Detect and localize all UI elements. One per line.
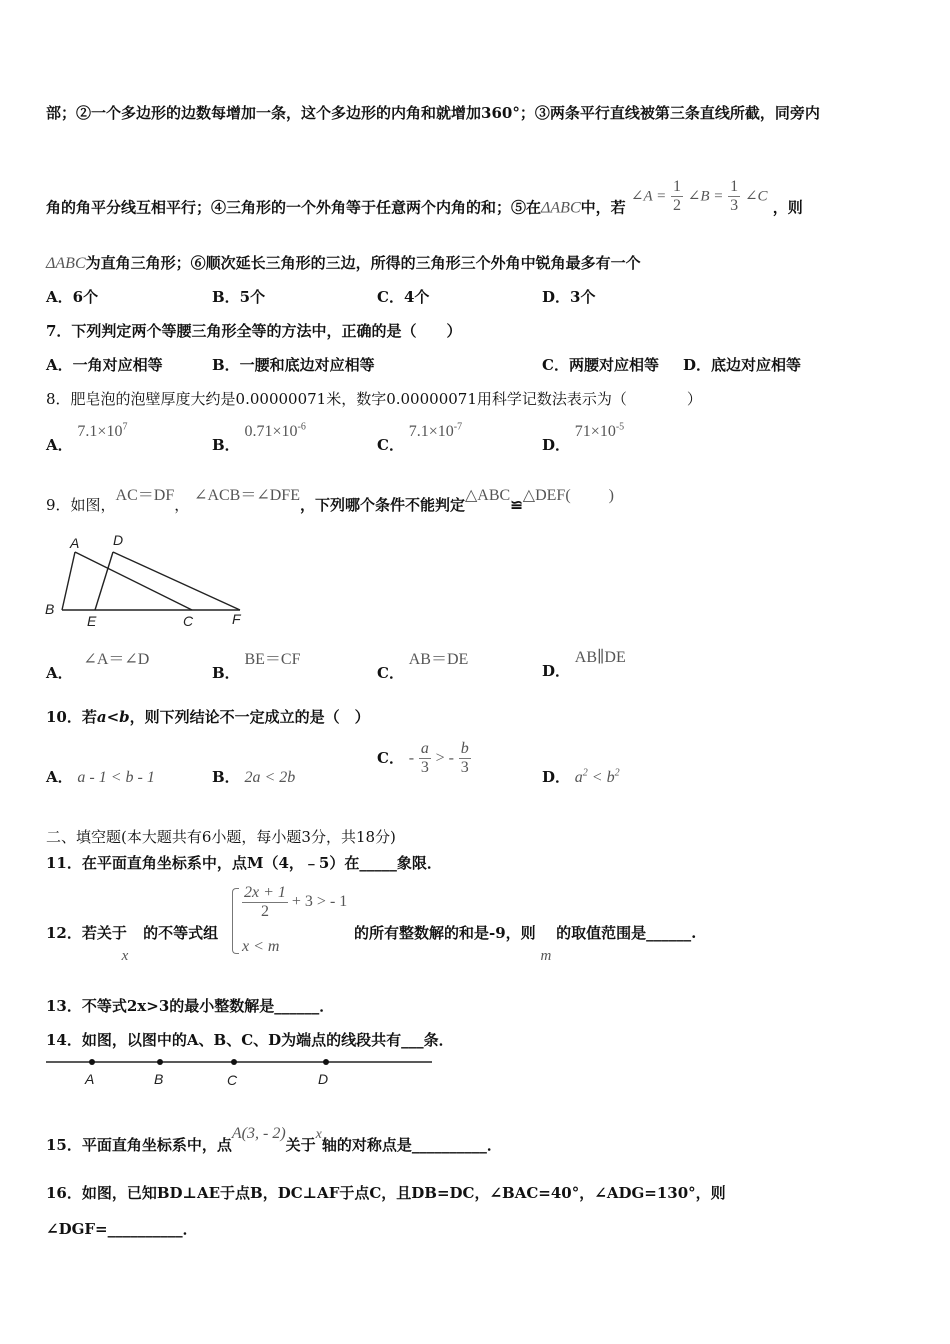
q9-option-d-label: D． [542, 662, 571, 680]
q8-option-d-exp: -5 [615, 421, 625, 433]
q12-brace [232, 888, 239, 954]
angle-a: ∠A = [630, 188, 667, 205]
q10-option-d-a: a [574, 769, 583, 786]
q8-option-c[interactable] [377, 420, 463, 454]
q14-dot-b [157, 1059, 163, 1065]
q12-var-m: m [540, 948, 552, 964]
q6-option-a[interactable]: A．6个 [46, 288, 99, 306]
q15-stem-c: 轴的对称点是__________． [321, 1136, 502, 1154]
q10-ab: a<b [96, 708, 130, 726]
q8-option-a-base: 7.1×10 [77, 423, 123, 440]
q7-stem: 7．下列判定两个等腰三角形全等的方法中，正确的是（ ） [46, 322, 462, 340]
q12-stem-d: 的取值范围是______. [556, 924, 697, 942]
q10-option-b-label: B． [212, 768, 240, 786]
q10-option-a[interactable] [46, 766, 155, 787]
q8-option-b-base: 0.71×10 [244, 423, 298, 440]
q9-point-d: D [113, 532, 124, 548]
q14-stem: 14．如图，以图中的A、B、C、D为端点的线段共有___条． [46, 1031, 454, 1049]
q9-option-c-value: AB＝DE [408, 651, 469, 668]
q8-option-c-label: C． [377, 436, 404, 454]
q10-option-c[interactable] [377, 740, 471, 777]
q14-label-a: A [85, 1071, 95, 1087]
q9-option-d[interactable] [542, 646, 626, 680]
q9-comma: ， [174, 496, 190, 514]
angle-b: ∠B = [687, 188, 724, 205]
q12-stem-c: 的所有整数解的和是-9，则 [354, 924, 536, 942]
q9-option-c-label: C． [377, 664, 404, 682]
q9-congruent: ≌ [510, 496, 523, 514]
q10-option-d-exp: 2 [614, 767, 620, 779]
q9-point-e: E [87, 613, 97, 629]
q6-option-c[interactable]: C．4个 [377, 288, 430, 306]
q10-option-d[interactable]: D． $a^2 < b^2$ [542, 767, 620, 786]
q9-segment-ba [62, 552, 75, 610]
q9-segment-ed [95, 552, 113, 610]
q6-line3-text: 为直角三角形；⑥顺次延长三角形的三边，所得的三角形三个外角中锐角最多有一个 [85, 254, 641, 272]
q7-option-a[interactable]: A．一角对应相等 [46, 356, 163, 374]
q9-triangle-def: △DEF( [522, 487, 571, 504]
q14-dot-c [231, 1059, 237, 1065]
q10-option-d-label: D． [542, 768, 571, 786]
q8-option-b[interactable] [212, 420, 306, 454]
q14-label-d: D [318, 1071, 329, 1087]
triangle-abc-2: ΔABC [46, 255, 86, 272]
q9-option-b-value: BE＝CF [244, 651, 301, 668]
q9-option-c[interactable] [377, 646, 469, 682]
q14-dot-d [323, 1059, 329, 1065]
q10-option-b-value: 2a < 2b [244, 769, 296, 786]
q9-stem [46, 482, 614, 514]
q7-option-c[interactable]: C．两腰对应相等 [542, 356, 659, 374]
q9-option-a-label: A． [46, 664, 73, 682]
q8-option-c-exp: -7 [453, 421, 463, 433]
q13-stem: 13．不等式2x>3的最小整数解是______． [46, 997, 335, 1015]
q14-figure [44, 1050, 436, 1090]
q14-label-b: B [154, 1071, 164, 1087]
q12-stem [46, 922, 219, 964]
q8-option-c-base: 7.1×10 [408, 423, 454, 440]
q9-point-c: C [183, 613, 194, 629]
q10-option-d-lt: < b [587, 769, 615, 786]
q12-ineq1: $\frac{2x + 1}{2}$ + 3 > - 1 [244, 884, 348, 920]
q12-stem-a: 12．若关于 [46, 924, 127, 942]
q8-option-b-label: B． [212, 436, 240, 454]
q15-stem-b: 关于 [285, 1136, 316, 1154]
triangle-abc: ΔABC [541, 199, 581, 217]
q8-stem: 8．肥皂泡的泡壁厚度大约是0.00000071米，数字0.00000071用科学记数法表示为（ ） [46, 390, 702, 408]
q12-ineq2: x < m [242, 938, 280, 955]
q6-line2-text: 角的角平分线互相平行；④三角形的一个外角等于任意两个内角的和；⑤在 [46, 198, 542, 217]
q6-option-b[interactable]: B．5个 [212, 288, 266, 306]
q9-point-b: B [45, 601, 55, 617]
fraction-half: $\frac{1}{2}$ [673, 178, 681, 214]
q6-line1: 部；②一个多边形的边数每增加一条，这个多边形的内角和就增加360°；③两条平行直线被第三条直线所截，同旁内 [46, 104, 820, 122]
q10-stem-a: 10．若 [46, 708, 97, 726]
q8-option-a-label: A． [46, 436, 73, 454]
q11-stem: 11．在平面直角坐标系中，点M（4，﹣5）在_____象限． [46, 854, 442, 872]
q10-fraction-b3: $\frac{b}{3}$ [460, 740, 469, 776]
q14-dot-a [89, 1059, 95, 1065]
q10-stem-b: ，则下列结论不一定成立的是（ ） [129, 708, 370, 726]
q9-cond2: ∠ACB＝∠DFE [194, 487, 300, 504]
q10-stem [46, 706, 370, 727]
q10-option-c-gt: > - [435, 749, 454, 767]
q15-var-x: x [315, 1127, 322, 1142]
q10-option-c-label: C． [377, 748, 404, 767]
q8-option-a-exp: 7 [122, 421, 128, 433]
q14-label-c: C [227, 1072, 238, 1088]
q9-close-paren: ) [608, 487, 614, 504]
q10-option-c-minus: - [408, 749, 415, 767]
q9-stem-b: ，下列哪个条件不能判定 [299, 496, 465, 514]
q8-option-a[interactable] [46, 420, 128, 454]
q6-option-d[interactable]: D．3个 [542, 288, 596, 306]
q9-option-b-label: B． [212, 664, 240, 682]
q8-option-d-base: 71×10 [574, 423, 616, 440]
q6-line3 [46, 252, 641, 273]
q9-cond1: AC＝DF [115, 487, 175, 504]
q10-option-a-value: a - 1 < b - 1 [77, 769, 155, 786]
q8-option-d[interactable] [542, 420, 625, 454]
section-2-title: 二、填空题(本大题共有6小题，每小题3分，共18分) [46, 828, 396, 846]
q12-var-x: x [121, 948, 129, 964]
q12-inequality-system [232, 884, 352, 960]
q6-line2-text2: 中，若 [580, 198, 626, 217]
q12-stem-b: 的不等式组 [143, 924, 219, 942]
q15-stem [46, 1122, 502, 1154]
q8-option-d-label: D． [542, 436, 571, 454]
q16-line2: ∠DGF=__________． [46, 1220, 198, 1238]
q6-line2-text3: ，则 [772, 198, 803, 217]
fraction-third: $\frac{1}{3}$ [730, 178, 739, 214]
q9-stem-a: 9．如图， [46, 496, 116, 514]
q9-option-a-value: ∠A＝∠D [83, 651, 150, 668]
q8-option-b-exp: -6 [297, 421, 306, 433]
q10-fraction-a3: $\frac{a}{3}$ [420, 740, 429, 776]
q10-option-a-label: A． [46, 768, 73, 786]
q9-option-b[interactable] [212, 646, 301, 682]
q9-triangle-abc: △ABC [465, 487, 511, 504]
q15-point-a: A(3, - 2) [231, 1125, 286, 1142]
q16-line1: 16．如图，已知BD⊥AE于点B，DC⊥AF于点C，且DB=DC，∠BAC=40°，∠ADG=130°，则 [46, 1184, 726, 1202]
q10-option-b[interactable] [212, 766, 295, 787]
q9-point-f: F [232, 611, 241, 627]
q9-point-a: A [70, 535, 80, 551]
q7-option-b[interactable]: B．一腰和底边对应相等 [212, 356, 375, 374]
q6-line2 [46, 178, 803, 227]
q9-option-d-value: AB∥DE [574, 649, 626, 666]
q9-option-a[interactable] [46, 646, 150, 682]
q15-stem-a: 15．平面直角坐标系中，点 [46, 1136, 232, 1154]
q7-option-d[interactable]: D．底边对应相等 [683, 356, 802, 374]
angle-c: ∠C [744, 188, 768, 205]
q9-figure [40, 528, 260, 634]
q12-stem-tail [354, 922, 697, 964]
